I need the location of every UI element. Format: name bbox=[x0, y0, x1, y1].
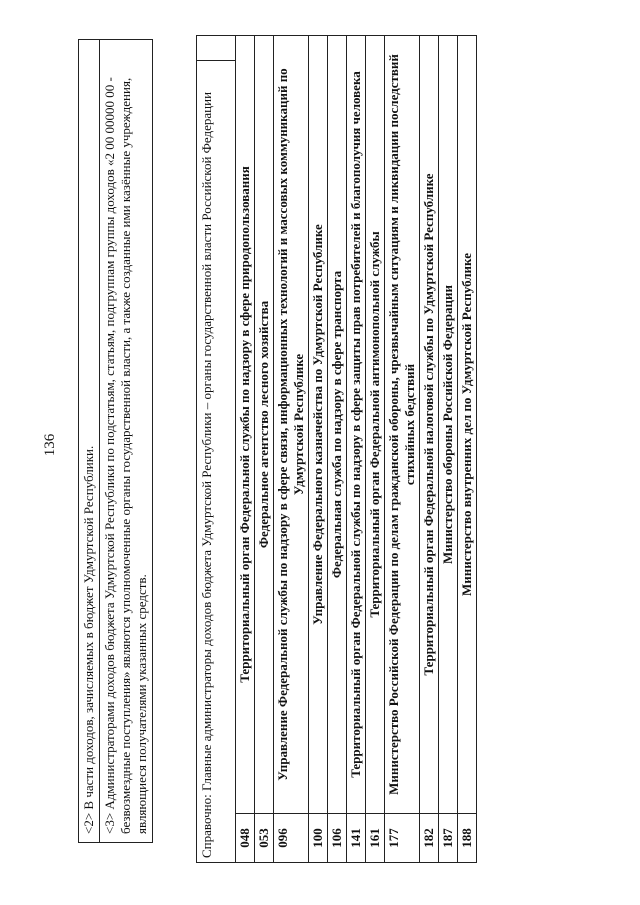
footnote-3: <3> Администраторами доходов бюджета Удмуртской Республики по подстатьям, статьям, подгруппам группы доходов «2 00 00000 00 - безвозмездные поступления» являются уполномоченные органы государственной власти, а также созданные ими казённые учреждения, являющиеся получателями указанных средств. bbox=[100, 40, 153, 843]
administrator-code: 187 bbox=[439, 814, 458, 863]
administrator-name: Управление Федеральной службы по надзору в сфере связи, информационных технологий и массовых коммуникаций по Удмуртской Республике bbox=[274, 36, 309, 814]
administrator-name: Министерство внутренних дел по Удмуртской Республике bbox=[458, 36, 477, 814]
reference-caption: Справочно: Главные администраторы доходов бюджета Удмуртской Республики – органы государственной власти Российской Федерации bbox=[197, 60, 236, 862]
reference-table bbox=[196, 35, 477, 863]
administrator-name: Территориальный орган Федеральной службы по надзору в сфере защиты прав потребителей и благополучия человека bbox=[347, 36, 366, 814]
administrator-code: 188 bbox=[458, 814, 477, 863]
administrator-row bbox=[236, 36, 255, 863]
administrator-code: 048 bbox=[236, 814, 255, 863]
administrator-name: Территориальный орган Федеральной налоговой службы по Удмуртской Республике bbox=[420, 36, 439, 814]
administrator-row bbox=[328, 36, 347, 863]
administrator-name: Территориальный орган Федеральной службы по надзору в сфере природопользования bbox=[236, 36, 255, 814]
administrator-code: 100 bbox=[309, 814, 328, 863]
footnotes-table bbox=[78, 39, 153, 843]
administrator-row bbox=[366, 36, 385, 863]
administrator-code: 161 bbox=[366, 814, 385, 863]
administrator-name: Федеральное агентство лесного хозяйства bbox=[255, 36, 274, 814]
administrator-row bbox=[274, 36, 309, 863]
administrator-row bbox=[420, 36, 439, 863]
page-number: 136 bbox=[42, 433, 58, 457]
administrator-row bbox=[439, 36, 458, 863]
administrator-row bbox=[385, 36, 420, 863]
administrator-name: Федеральная служба по надзору в сфере транспорта bbox=[328, 36, 347, 814]
administrator-code: 096 bbox=[274, 814, 309, 863]
administrator-code: 053 bbox=[255, 814, 274, 863]
administrator-name: Территориальный орган Федеральной антимонопольной службы bbox=[366, 36, 385, 814]
administrator-name: Управление Федерального казначейства по Удмуртской Республике bbox=[309, 36, 328, 814]
administrator-name: Министерство обороны Российской Федерации bbox=[439, 36, 458, 814]
footnote-2: <2> В части доходов, зачисляемых в бюджет Удмуртской Республики. bbox=[79, 40, 100, 843]
footnote-row bbox=[100, 40, 153, 843]
administrator-code: 106 bbox=[328, 814, 347, 863]
reference-caption-row bbox=[197, 36, 236, 863]
administrator-row bbox=[255, 36, 274, 863]
footnote-row bbox=[79, 40, 100, 843]
administrator-code: 182 bbox=[420, 814, 439, 863]
administrator-row bbox=[347, 36, 366, 863]
administrator-code: 177 bbox=[385, 814, 420, 863]
administrator-code: 141 bbox=[347, 814, 366, 863]
administrator-row bbox=[458, 36, 477, 863]
administrator-name: Министерство Российской Федерации по делам гражданской обороны, чрезвычайным ситуациям и ликвидации последствий стихийных бедствий bbox=[385, 36, 420, 814]
administrator-row bbox=[309, 36, 328, 863]
reference-caption-blank bbox=[197, 36, 236, 61]
